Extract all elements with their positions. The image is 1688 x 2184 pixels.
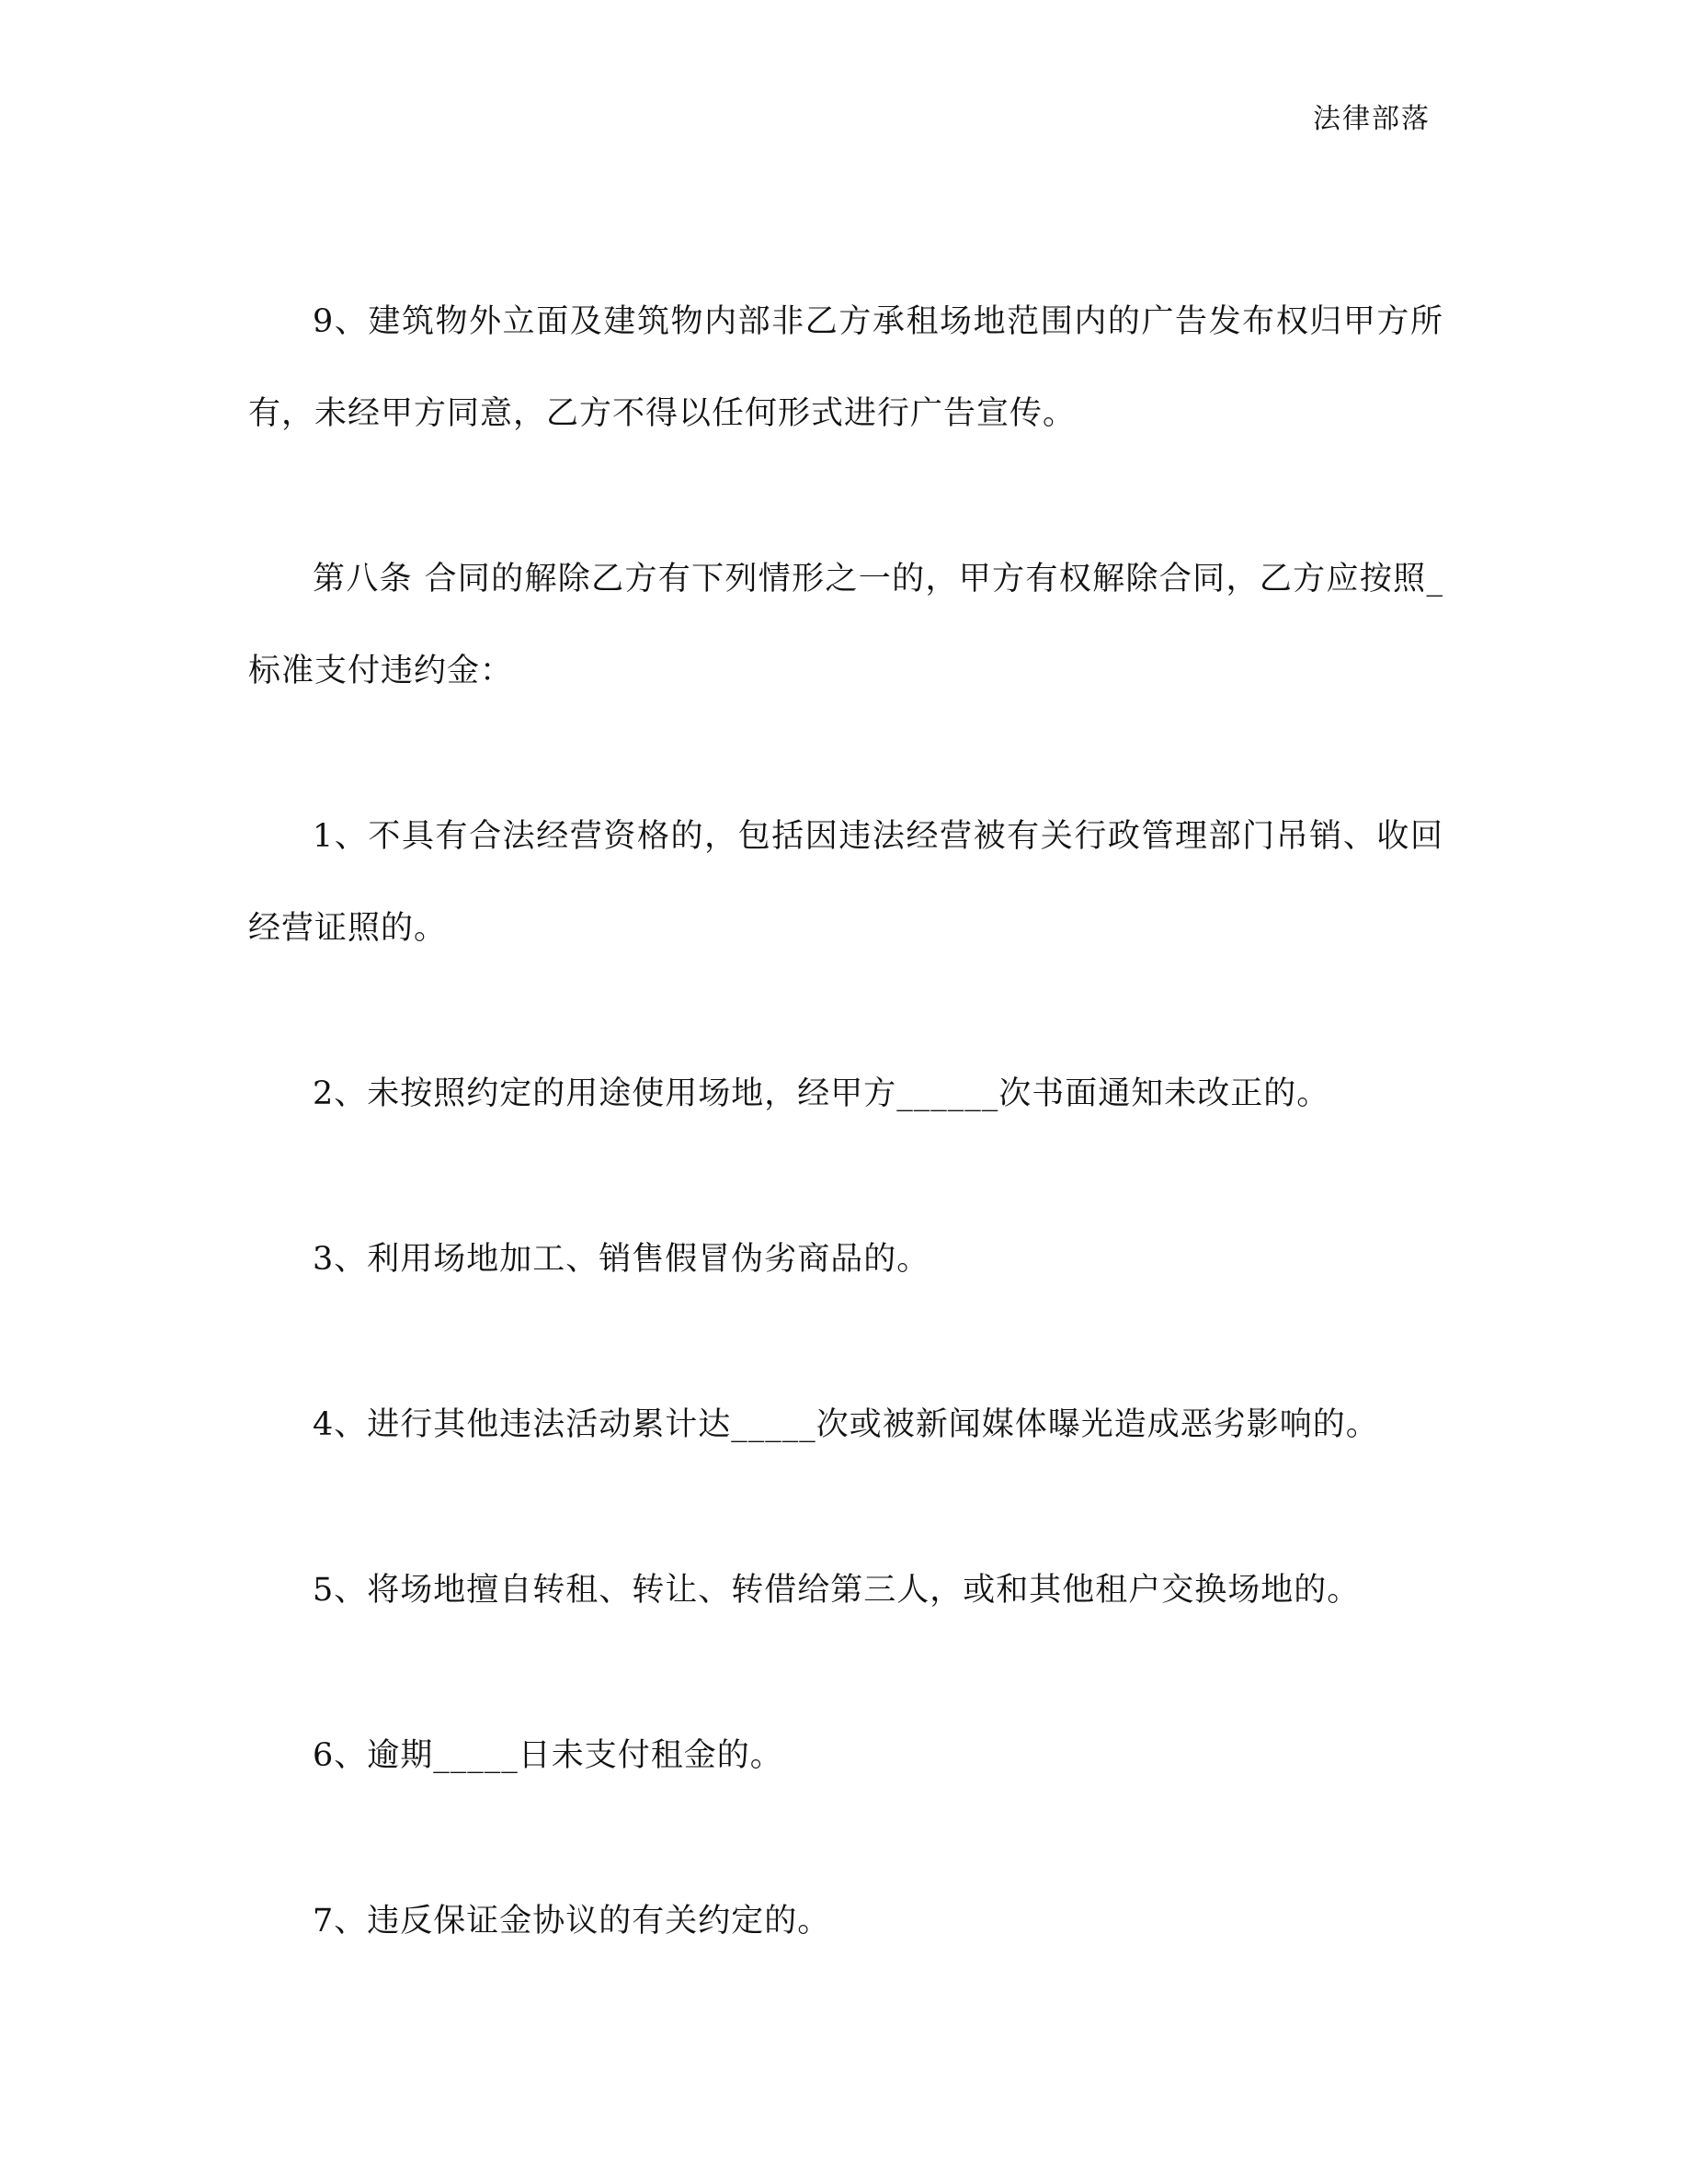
item-4-paragraph: 4、进行其他违法活动累计达_____次或被新闻媒体曝光造成恶劣影响的。 — [313, 1406, 1379, 1443]
page-header: 法律部落 — [1313, 103, 1431, 135]
clause-9-paragraph: 9、建筑物外立面及建筑物内部非乙方承租场地范围内的广告发布权归甲方所有，未经甲方同意，乙方不得以任何形式进行广告宣传。 — [248, 303, 1443, 432]
item-7-paragraph: 7、违反保证金协议的有关约定的。 — [313, 1903, 831, 1939]
item-1-paragraph: 1、不具有合法经营资格的，包括因违法经营被有关行政管理部门吊销、收回经营证照的。 — [248, 818, 1443, 947]
article-8-heading-paragraph: 第八条 合同的解除乙方有下列情形之一的，甲方有权解除合同，乙方应按照_标准支付违约金： — [248, 561, 1443, 689]
document-body — [248, 276, 1443, 2041]
item-3-paragraph: 3、利用场地加工、销售假冒伪劣商品的。 — [313, 1241, 930, 1278]
item-2-paragraph: 2、未按照约定的用途使用场地，经甲方______次书面通知未改正的。 — [313, 1075, 1330, 1112]
item-5-paragraph: 5、将场地擅自转租、转让、转借给第三人，或和其他租户交换场地的。 — [313, 1572, 1361, 1609]
item-6-paragraph: 6、逾期_____日未支付租金的。 — [313, 1737, 783, 1774]
